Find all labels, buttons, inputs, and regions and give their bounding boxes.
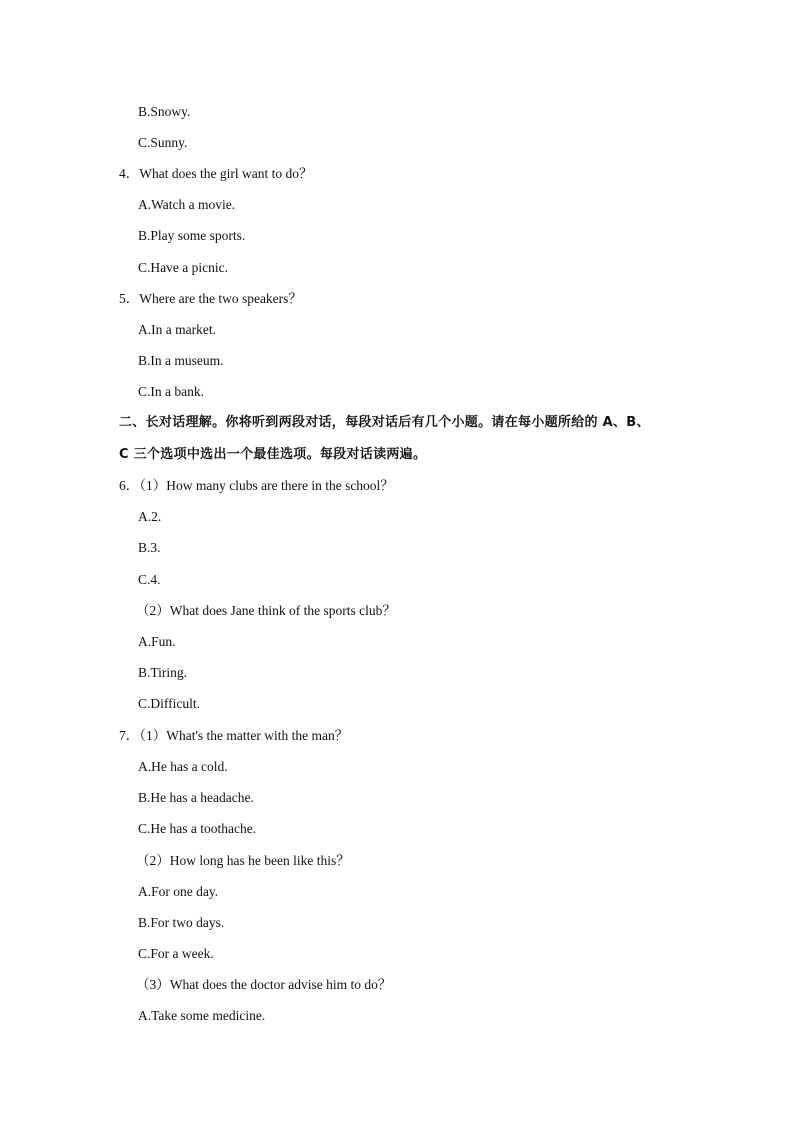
- option-6-1a: A.2.: [138, 509, 162, 524]
- option-3c: C.Sunny.: [138, 135, 188, 150]
- question-6-1: 6．（1）How many clubs are there in the school？: [119, 478, 394, 493]
- section-heading-line-1: 二、长对话理解。你将听到两段对话，每段对话后有几个小题。请在每小题所给的 A、B、: [119, 415, 650, 430]
- option-6-1c: C.4.: [138, 572, 161, 587]
- option-7-1a: A.He has a cold.: [138, 759, 228, 774]
- option-7-2a: A.For one day.: [138, 884, 219, 899]
- option-7-1b: B.He has a headache.: [138, 790, 254, 805]
- option-3b: B.Snowy.: [138, 104, 191, 119]
- option-6-2c: C.Difficult.: [138, 696, 200, 711]
- section-heading-line-2: C 三个选项中选出一个最佳选项。每段对话读两遍。: [119, 447, 427, 462]
- question-7-3: （3）What does the doctor advise him to do？: [136, 977, 392, 992]
- question-4: 4．What does the girl want to do？: [119, 166, 313, 181]
- question-5: 5．Where are the two speakers？: [119, 291, 302, 306]
- option-7-2c: C.For a week.: [138, 946, 214, 961]
- option-6-2a: A.Fun.: [138, 634, 176, 649]
- option-6-2b: B.Tiring.: [138, 665, 188, 680]
- option-6-1b: B.3.: [138, 540, 161, 555]
- option-5a: A.In a market.: [138, 322, 216, 337]
- option-7-3a: A.Take some medicine.: [138, 1008, 266, 1023]
- question-6-2: （2）What does Jane think of the sports club？: [136, 603, 396, 618]
- option-5c: C.In a bank.: [138, 384, 204, 399]
- option-7-2b: B.For two days.: [138, 915, 225, 930]
- option-5b: B.In a museum.: [138, 353, 224, 368]
- question-7-2: （2）How long has he been like this？: [136, 853, 350, 868]
- option-7-1c: C.He has a toothache.: [138, 821, 257, 836]
- option-4a: A.Watch a movie.: [138, 197, 236, 212]
- question-7-1: 7．（1）What's the matter with the man？: [119, 728, 349, 743]
- option-4b: B.Play some sports.: [138, 228, 246, 243]
- option-4c: C.Have a picnic.: [138, 260, 228, 275]
